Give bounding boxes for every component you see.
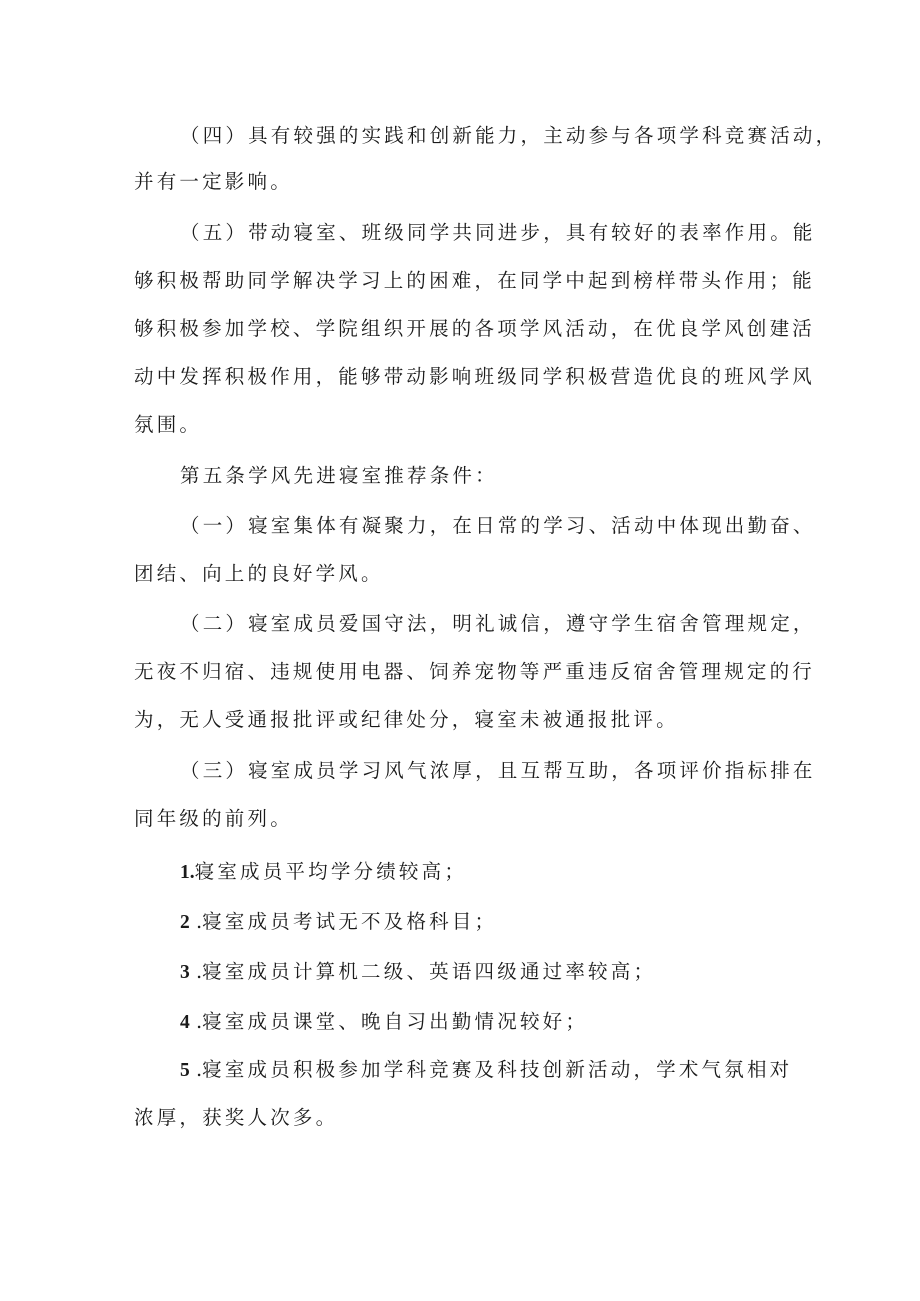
paragraph-5-line-2: 够积极帮助同学解决学习上的困难，在同学中起到榜样带头作用；能 (134, 269, 816, 292)
list-item-5-continuation: 浓厚，获奖人次多。 (134, 1106, 339, 1129)
list-item-dot: . (189, 1010, 203, 1033)
condition-1-line-1: （一）寝室集体有凝聚力，在日常的学习、活动中体现出勤奋、 (180, 514, 816, 537)
paragraph-5-line-4: 动中发挥积极作用，能够带动影响班级同学积极营造优良的班风学风 (134, 365, 816, 388)
paragraph-5-line-3: 够积极参加学校、学院组织开展的各项学风活动，在优良学风创建活 (134, 317, 816, 340)
paragraph-5-line-1: （五）带动寝室、班级同学共同进步，具有较好的表率作用。能 (180, 221, 816, 244)
list-item-dot: . (189, 1058, 203, 1081)
list-item-number: 4 (180, 1012, 190, 1033)
paragraph-4-line-1: （四）具有较强的实践和创新能力，主动参与各项学科竞赛活动， (180, 124, 839, 147)
condition-3-line-1: （三）寝室成员学习风气浓厚，且互帮互助，各项评价指标排在 (180, 759, 816, 782)
paragraph-4-line-2: 并有一定影响。 (134, 170, 293, 193)
list-item-text: 寝室成员计算机二级、英语四级通过率较高； (202, 960, 657, 983)
condition-2-line-1: （二）寝室成员爱国守法，明礼诚信，遵守学生宿舍管理规定， (180, 612, 816, 635)
article-5-heading: 第五条学风先进寝室推荐条件： (180, 464, 498, 487)
list-item-5 (180, 1056, 920, 1085)
list-item-4 (180, 1008, 920, 1037)
list-item-number: 5 (180, 1060, 190, 1081)
list-item-number: 2 (180, 912, 190, 933)
list-item-number: 1. (180, 862, 195, 883)
list-item-number: 3 (180, 962, 190, 983)
list-item-dot: . (189, 910, 203, 933)
list-item-2 (180, 908, 920, 937)
paragraph-5-line-5: 氛围。 (134, 413, 203, 436)
list-item-text: 寝室成员积极参加学科竞赛及科技创新活动，学术气氛相对 (202, 1058, 793, 1081)
list-item-text: 寝室成员课堂、晚自习出勤情况较好； (202, 1010, 589, 1033)
list-item-text: 寝室成员考试无不及格科目； (202, 910, 498, 933)
list-item-text: 寝室成员平均学分绩较高； (194, 860, 468, 883)
condition-2-line-2: 无夜不归宿、违规使用电器、饲养宠物等严重违反宿舍管理规定的行 (134, 660, 816, 683)
list-item-1 (180, 858, 920, 887)
list-item-dot: . (189, 960, 203, 983)
list-item-3 (180, 958, 920, 987)
condition-1-line-2: 团结、向上的良好学风。 (134, 562, 384, 585)
condition-2-line-3: 为，无人受通报批评或纪律处分，寝室未被通报批评。 (134, 708, 679, 731)
condition-3-line-2: 同年级的前列。 (134, 807, 293, 830)
